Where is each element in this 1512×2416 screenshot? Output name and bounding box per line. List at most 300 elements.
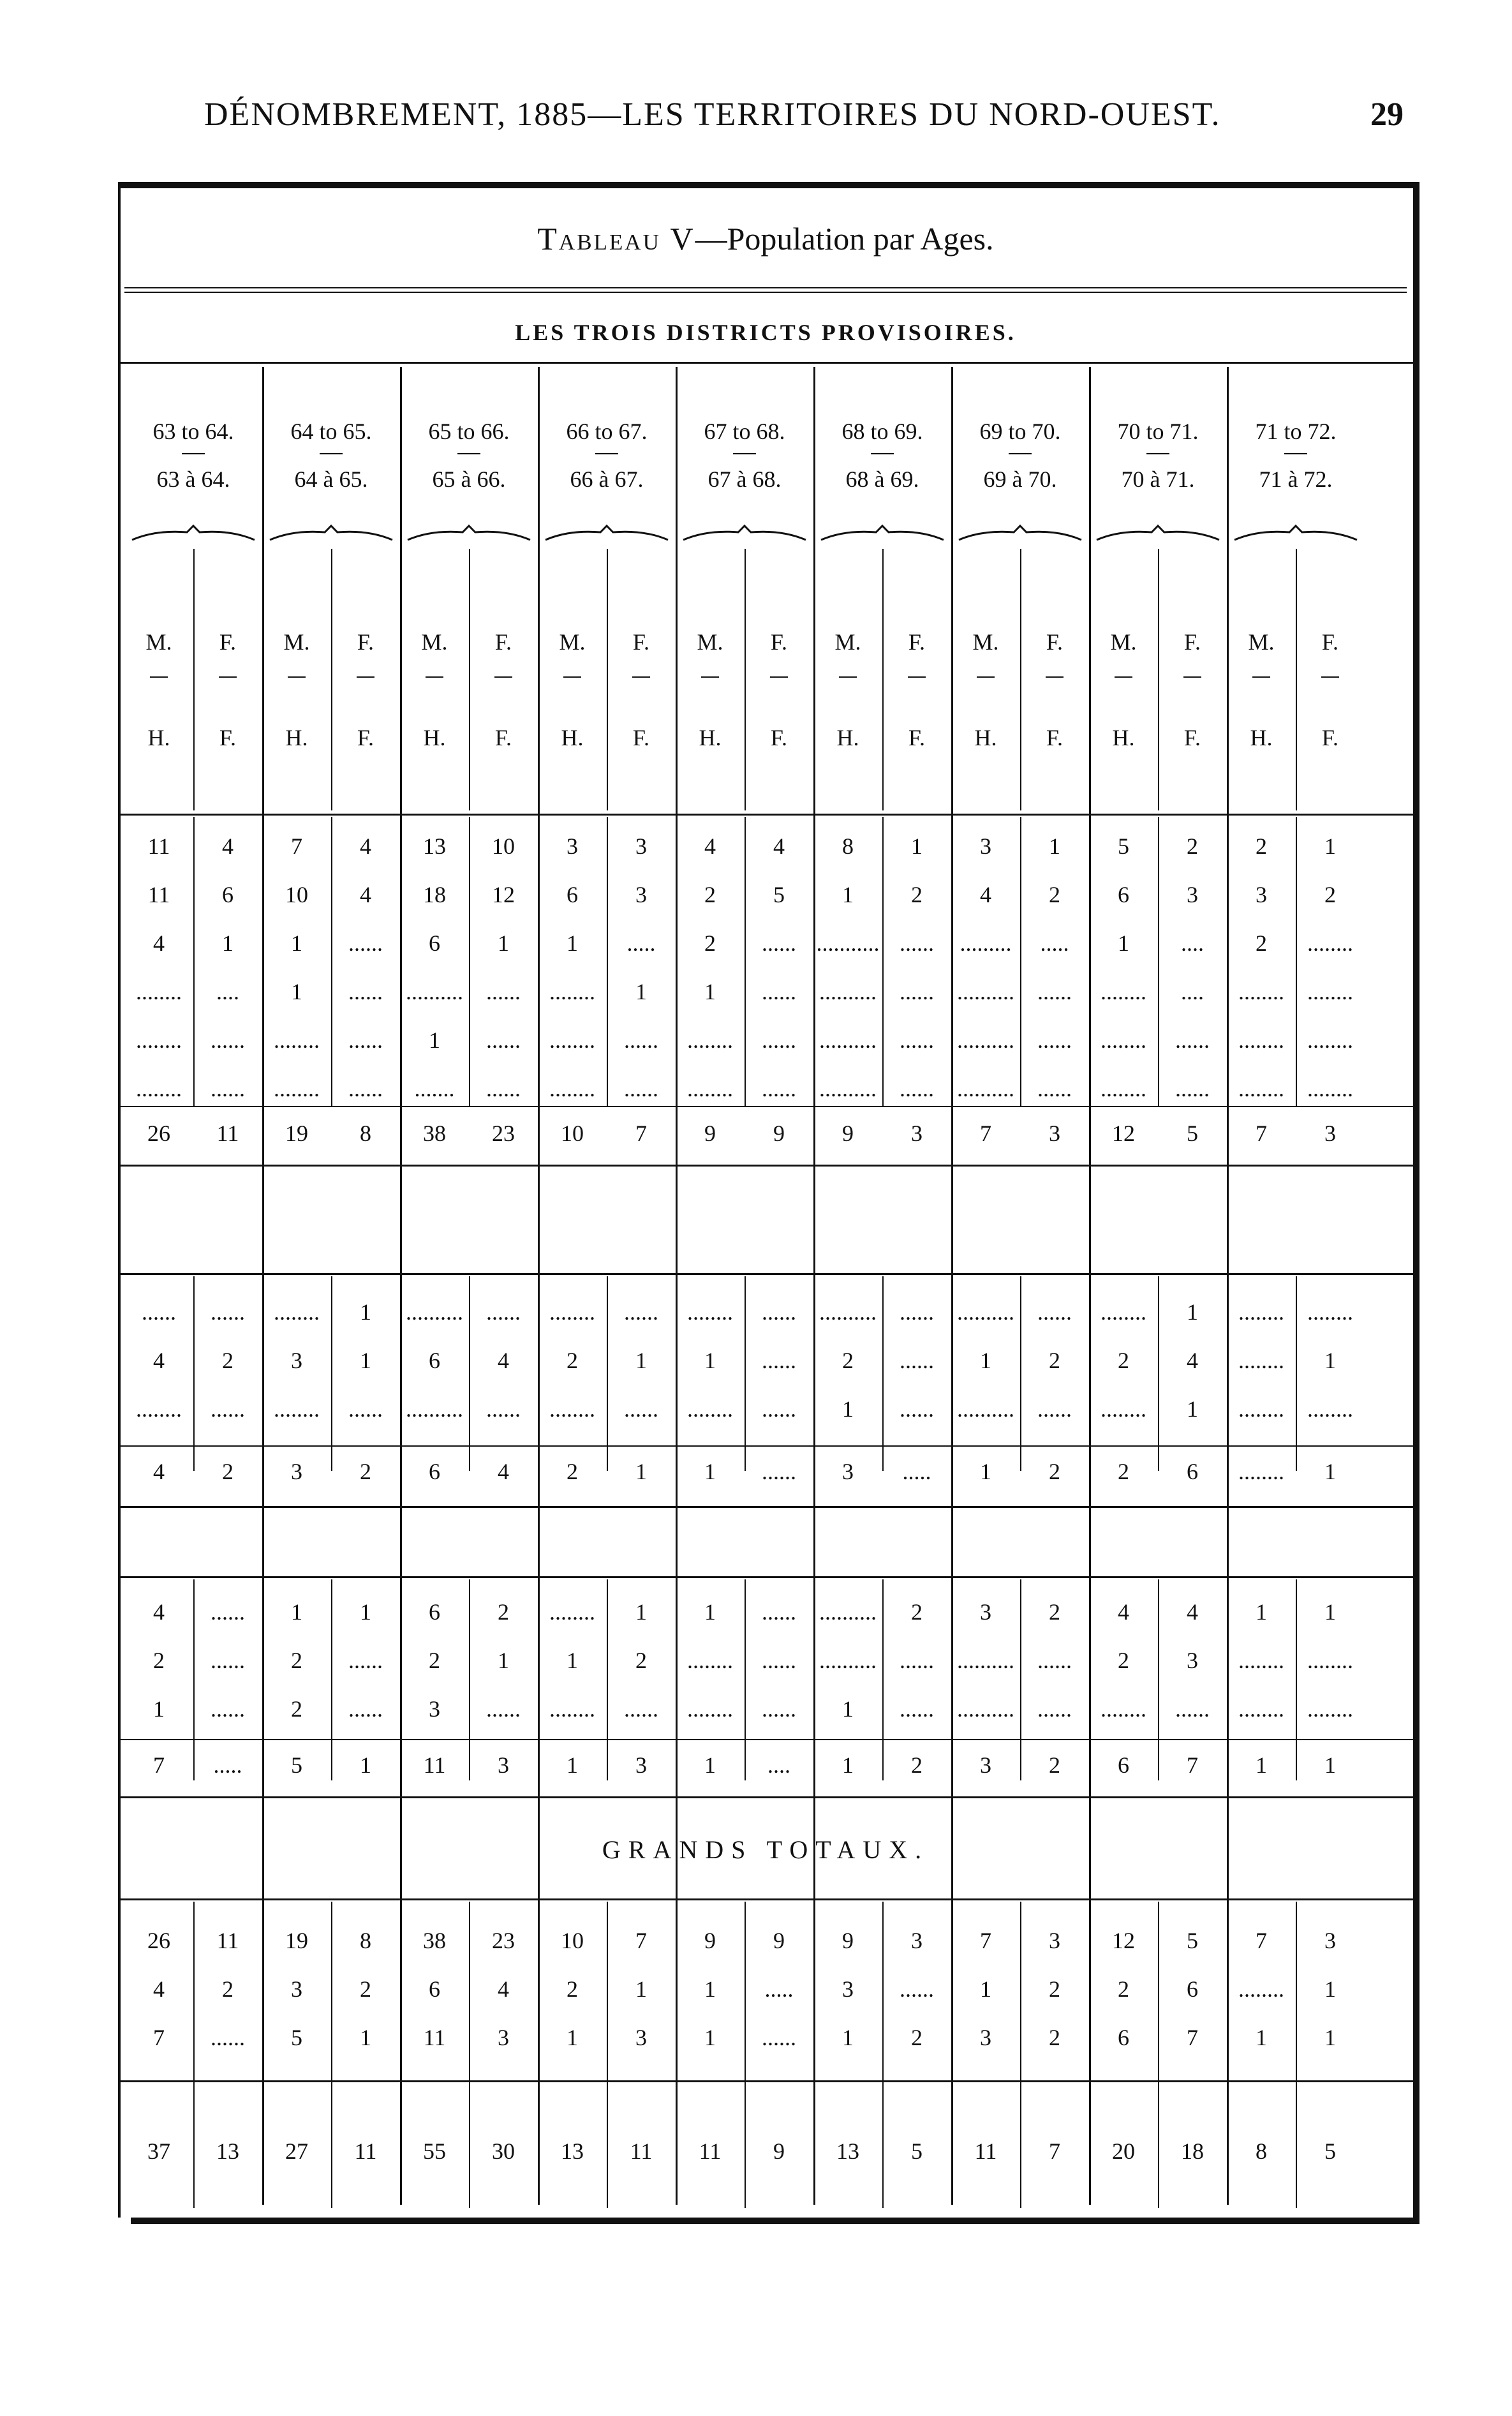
section1-cell: ........ — [549, 1076, 595, 1101]
sex-dash — [1046, 676, 1064, 678]
section1-total-cell: 26 — [147, 1121, 170, 1146]
section3-total-cell: 1 — [842, 1752, 854, 1778]
section1-cell: .......... — [406, 979, 463, 1004]
section3-cell: 2 — [291, 1696, 302, 1722]
left-rule — [118, 182, 121, 2218]
grand-cell: 4 — [498, 1976, 509, 2002]
section2-cell: ...... — [348, 1396, 383, 1422]
grand-cell: 2 — [222, 1976, 233, 2002]
grand-cell: 7 — [635, 1928, 647, 1953]
section3-cell: 2 — [291, 1648, 302, 1673]
grand-cell: 2 — [567, 1976, 578, 2002]
sex-label-en: F. — [632, 629, 650, 655]
section3-cell: 2 — [911, 1599, 923, 1625]
section1-cell: ...... — [1037, 1076, 1072, 1101]
section1-cell: ........ — [1101, 1027, 1146, 1053]
section2-cell: ........ — [549, 1299, 595, 1325]
sex-divider — [1158, 549, 1159, 810]
section1-cell: ........... — [816, 930, 880, 956]
section3-cell: 2 — [1118, 1648, 1129, 1673]
range-dash — [733, 453, 756, 454]
section3-total-cell: 3 — [980, 1752, 991, 1778]
grand-cell: 4 — [153, 1976, 165, 2002]
section1-total-cell: 9 — [704, 1121, 716, 1146]
grand-total-cell: 18 — [1181, 2138, 1204, 2164]
section1-cell: ...... — [348, 930, 383, 956]
column-range-en: 67 to 68. — [704, 419, 785, 444]
grand-cell: 3 — [1324, 1928, 1336, 1953]
range-dash — [1146, 453, 1169, 454]
sex-dash — [701, 676, 719, 678]
grand-total-cell: 8 — [1256, 2138, 1267, 2164]
grand-total-rule — [118, 2080, 1413, 2082]
grand-cell: 6 — [429, 1976, 440, 2002]
section2-cell: ...... — [624, 1299, 658, 1325]
column-range-fr: 63 à 64. — [156, 466, 230, 492]
grand-cell: 1 — [842, 2025, 854, 2050]
section3-total-cell: 2 — [1049, 1752, 1060, 1778]
sex-divider — [193, 817, 195, 1107]
section3-total-rule — [118, 1739, 1413, 1740]
section1-total-cell: 3 — [911, 1121, 923, 1146]
section3-total-cell: ..... — [213, 1752, 242, 1778]
section2-cell: 2 — [1049, 1348, 1060, 1373]
section3-total-cell: .... — [767, 1752, 790, 1778]
section3-total-cell: 5 — [291, 1752, 302, 1778]
section3-total-cell: 7 — [153, 1752, 165, 1778]
section1-cell: ........ — [1101, 1076, 1146, 1101]
sex-label-fr: F. — [219, 725, 237, 750]
sex-label-en: F. — [1183, 629, 1201, 655]
column-range-fr: 64 à 65. — [294, 466, 368, 492]
range-dash — [457, 453, 480, 454]
grand-cell: 11 — [423, 2025, 446, 2050]
sex-label-en: M. — [145, 629, 172, 655]
section2-cell: ...... — [762, 1348, 796, 1373]
sex-divider — [469, 549, 470, 810]
section1-cell: ...... — [762, 979, 796, 1004]
range-dash — [871, 453, 894, 454]
section2-cell: ...... — [900, 1299, 934, 1325]
sex-label-en: M. — [283, 629, 310, 655]
section2-cell: .......... — [406, 1299, 463, 1325]
section3-cell: ...... — [348, 1696, 383, 1722]
section2-cell: ...... — [900, 1348, 934, 1373]
section2-cell: ...... — [211, 1396, 245, 1422]
grand-cell: 7 — [1256, 1928, 1267, 1953]
brace-icon — [682, 523, 807, 542]
sex-label-fr: F. — [1183, 725, 1201, 750]
sex-divider — [193, 549, 195, 810]
section2-cell: 4 — [1187, 1348, 1198, 1373]
sex-divider — [1296, 817, 1297, 1107]
section3-total-cell: 7 — [1187, 1752, 1198, 1778]
section2-total-cell: 1 — [704, 1459, 716, 1484]
section2-end-rule — [118, 1506, 1413, 1508]
section2-cell: .......... — [957, 1299, 1014, 1325]
section1-total-cell: 9 — [773, 1121, 785, 1146]
section3-cell: ...... — [211, 1599, 245, 1625]
range-dash — [1284, 453, 1307, 454]
grand-total-cell: 20 — [1112, 2138, 1135, 2164]
section1-cell: ...... — [900, 930, 934, 956]
section1-cell: ...... — [486, 1027, 521, 1053]
section1-cell: ........ — [1307, 1076, 1353, 1101]
section1-cell: 7 — [291, 833, 302, 859]
sex-label-fr: H. — [1112, 725, 1135, 750]
grand-cell: 8 — [360, 1928, 371, 1953]
sex-dash — [288, 676, 306, 678]
section1-cell: ...... — [211, 1076, 245, 1101]
section2-cell: ........ — [274, 1396, 320, 1422]
section1-cell: 4 — [704, 833, 716, 859]
section1-cell: ...... — [900, 979, 934, 1004]
section3-cell: ...... — [624, 1696, 658, 1722]
sex-label-fr: H. — [561, 725, 584, 750]
section1-cell: 11 — [147, 833, 170, 859]
section1-cell: 18 — [423, 882, 446, 907]
sex-dash — [426, 676, 443, 678]
section3-cell: 3 — [1187, 1648, 1198, 1673]
sex-label-en: F. — [770, 629, 788, 655]
sex-dash — [357, 676, 374, 678]
grand-cell: 1 — [704, 1976, 716, 2002]
sex-dash — [219, 676, 237, 678]
section1-cell: ...... — [1037, 1027, 1072, 1053]
section1-cell: 1 — [704, 979, 716, 1004]
section3-cell: 4 — [153, 1599, 165, 1625]
section2-cell: .......... — [819, 1299, 877, 1325]
section1-cell: ........ — [687, 1027, 733, 1053]
section1-cell: 4 — [980, 882, 991, 907]
section2-cell: 1 — [360, 1299, 371, 1325]
brace-icon — [1095, 523, 1220, 542]
section1-cell: .......... — [957, 1027, 1014, 1053]
section1-cell: ........ — [136, 1076, 182, 1101]
section1-cell: ........ — [1101, 979, 1146, 1004]
section1-total-cell: 19 — [285, 1121, 308, 1146]
sex-divider — [1020, 549, 1021, 810]
section2-cell: ........ — [1307, 1299, 1353, 1325]
data-top-rule — [118, 814, 1413, 816]
section1-cell: ...... — [1175, 1027, 1210, 1053]
section3-cell: ...... — [211, 1648, 245, 1673]
section3-cell: 1 — [704, 1599, 716, 1625]
section3-cell: ...... — [1037, 1696, 1072, 1722]
grand-total-cell: 11 — [699, 2138, 722, 2164]
section3-cell: ...... — [1037, 1648, 1072, 1673]
grand-cell: 1 — [635, 1976, 647, 2002]
section3-cell: 1 — [360, 1599, 371, 1625]
sex-label-en: M. — [559, 629, 586, 655]
section2-total-cell: 4 — [153, 1459, 165, 1484]
grand-cell: 3 — [911, 1928, 923, 1953]
section2-cell: .......... — [406, 1396, 463, 1422]
section2-cell: ........ — [549, 1396, 595, 1422]
grand-cell: 1 — [567, 2025, 578, 2050]
column-range-en: 69 to 70. — [979, 419, 1061, 444]
section2-total-cell: 2 — [360, 1459, 371, 1484]
sex-dash — [977, 676, 995, 678]
section1-total-cell: 3 — [1324, 1121, 1336, 1146]
right-rule — [1413, 182, 1419, 2224]
section1-total-cell: 23 — [492, 1121, 515, 1146]
section2-total-cell: 2 — [1118, 1459, 1129, 1484]
section1-cell: .......... — [957, 1076, 1014, 1101]
grand-cell: 2 — [911, 2025, 923, 2050]
section2-cell: 3 — [291, 1348, 302, 1373]
section3-cell: ...... — [1175, 1696, 1210, 1722]
section3-total-cell: 1 — [1256, 1752, 1267, 1778]
grand-cell: 1 — [1324, 2025, 1336, 2050]
section3-cell: 1 — [842, 1696, 854, 1722]
sex-label-en: M. — [1110, 629, 1137, 655]
column-range-en: 64 to 65. — [290, 419, 372, 444]
section1-cell: 12 — [492, 882, 515, 907]
section1-cell: 5 — [1118, 833, 1129, 859]
grand-total-cell: 11 — [974, 2138, 997, 2164]
section1-cell: ........ — [136, 979, 182, 1004]
column-range-en: 68 to 69. — [841, 419, 923, 444]
section1-total-cell: 7 — [980, 1121, 991, 1146]
section2-cell: ........ — [1101, 1396, 1146, 1422]
section2-total-cell: 6 — [1187, 1459, 1198, 1484]
section3-cell: 4 — [1118, 1599, 1129, 1625]
section1-cell: 11 — [147, 882, 170, 907]
grand-cell: 3 — [291, 1976, 302, 2002]
sex-divider — [1020, 817, 1021, 1107]
section2-cell: 2 — [1118, 1348, 1129, 1373]
section2-cell: ........ — [1238, 1299, 1284, 1325]
section3-cell: ...... — [900, 1648, 934, 1673]
section3-cell: .......... — [957, 1648, 1014, 1673]
section2-total-cell: 3 — [842, 1459, 854, 1484]
section1-cell: ......... — [960, 930, 1012, 956]
section2-cell: ........ — [274, 1299, 320, 1325]
sex-dash — [770, 676, 788, 678]
grand-total-cell: 55 — [423, 2138, 446, 2164]
brace-icon — [406, 523, 531, 542]
grand-cell: 2 — [1118, 1976, 1129, 2002]
section1-cell: 1 — [498, 930, 509, 956]
sex-label-fr: F. — [1046, 725, 1064, 750]
section1-cell: ........ — [1238, 1027, 1284, 1053]
grand-total-cell: 11 — [630, 2138, 653, 2164]
grand-cell: 5 — [291, 2025, 302, 2050]
section2-total-cell: 1 — [635, 1459, 647, 1484]
sex-label-en: F. — [219, 629, 237, 655]
table-title — [118, 220, 1413, 257]
section1-cell: ...... — [1175, 1076, 1210, 1101]
section1-cell: ...... — [348, 1027, 383, 1053]
section1-cell: 1 — [291, 930, 302, 956]
section1-total-cell: 10 — [561, 1121, 584, 1146]
section1-cell: 1 — [567, 930, 578, 956]
column-range-fr: 67 à 68. — [708, 466, 782, 492]
section2-cell: 1 — [1187, 1299, 1198, 1325]
section3-cell: 1 — [1256, 1599, 1267, 1625]
grand-cell: 3 — [498, 2025, 509, 2050]
grand-cell: 23 — [492, 1928, 515, 1953]
section1-cell: 3 — [980, 833, 991, 859]
section1-cell: ........ — [1307, 1027, 1353, 1053]
section1-cell: .... — [216, 979, 239, 1004]
sex-divider — [331, 549, 332, 810]
grand-cell: 6 — [1187, 1976, 1198, 2002]
sex-label-fr: H. — [699, 725, 722, 750]
grand-cell: 9 — [773, 1928, 785, 1953]
section1-cell: .......... — [819, 979, 877, 1004]
grand-cell: 1 — [704, 2025, 716, 2050]
section1-cell: ...... — [762, 1076, 796, 1101]
section1-cell: ...... — [348, 1076, 383, 1101]
section3-cell: 1 — [1324, 1599, 1336, 1625]
section2-cell: 1 — [704, 1348, 716, 1373]
section2-cell: 2 — [842, 1348, 854, 1373]
section2-total-cell: 2 — [1049, 1459, 1060, 1484]
sex-label-fr: F. — [908, 725, 926, 750]
section1-cell: 4 — [222, 833, 233, 859]
sex-divider — [607, 817, 608, 1107]
section3-cell: ...... — [211, 1696, 245, 1722]
brace-icon — [544, 523, 669, 542]
grand-cell: 7 — [1187, 2025, 1198, 2050]
section3-total-cell: 1 — [360, 1752, 371, 1778]
section1-cell: 13 — [423, 833, 446, 859]
section3-cell: ........ — [549, 1696, 595, 1722]
grand-top-rule — [118, 1898, 1413, 1900]
section2-cell: ........ — [1307, 1396, 1353, 1422]
section1-cell: ........ — [549, 979, 595, 1004]
table-title-rest: —Population par Ages. — [695, 221, 994, 257]
section2-total-cell: 1 — [1324, 1459, 1336, 1484]
sex-dash — [1115, 676, 1132, 678]
section3-total-cell: 1 — [1324, 1752, 1336, 1778]
section1-cell: ...... — [211, 1027, 245, 1053]
section1-cell: ...... — [900, 1027, 934, 1053]
section1-cell: ........ — [274, 1027, 320, 1053]
sex-divider — [882, 549, 884, 810]
section3-total-cell: 11 — [423, 1752, 446, 1778]
sex-divider — [469, 817, 470, 1107]
section1-end-rule — [118, 1165, 1413, 1167]
section2-cell: ...... — [762, 1299, 796, 1325]
section1-cell: .... — [1181, 930, 1204, 956]
grand-cell: 9 — [704, 1928, 716, 1953]
section1-cell: 2 — [704, 930, 716, 956]
range-dash — [595, 453, 618, 454]
section1-cell: 2 — [911, 882, 923, 907]
grand-cell: 9 — [842, 1928, 854, 1953]
grand-cell: ...... — [211, 2025, 245, 2050]
sex-dash — [563, 676, 581, 678]
sex-divider — [882, 817, 884, 1107]
grand-total-cell: 37 — [147, 2138, 170, 2164]
section3-cell: 4 — [1187, 1599, 1198, 1625]
column-range-en: 63 to 64. — [152, 419, 234, 444]
section1-cell: ..... — [626, 930, 656, 956]
section1-total-cell: 8 — [360, 1121, 371, 1146]
column-range-fr: 70 à 71. — [1121, 466, 1195, 492]
section2-cell: ...... — [142, 1299, 176, 1325]
section1-cell: 2 — [1187, 833, 1198, 859]
sex-dash — [150, 676, 168, 678]
section1-cell: 10 — [492, 833, 515, 859]
range-dash — [320, 453, 343, 454]
section1-total-cell: 7 — [635, 1121, 647, 1146]
section1-cell: 2 — [1256, 930, 1267, 956]
section3-cell: ...... — [762, 1648, 796, 1673]
section2-cell: ........ — [687, 1396, 733, 1422]
grand-cell: ...... — [900, 1976, 934, 2002]
sex-dash — [1321, 676, 1339, 678]
grand-cell: 3 — [980, 2025, 991, 2050]
section1-cell: .......... — [819, 1076, 877, 1101]
section3-cell: 3 — [980, 1599, 991, 1625]
section3-cell: 1 — [498, 1648, 509, 1673]
section1-cell: 1 — [1049, 833, 1060, 859]
table-subtitle: LES TROIS DISTRICTS PROVISOIRES. — [515, 320, 1016, 345]
sex-divider — [331, 817, 332, 1107]
column-range-en: 65 to 66. — [428, 419, 510, 444]
section2-cell: ...... — [1037, 1299, 1072, 1325]
sex-divider — [607, 549, 608, 810]
section1-cell: 1 — [1324, 833, 1336, 859]
section3-top-rule — [118, 1576, 1413, 1578]
sex-label-en: M. — [834, 629, 861, 655]
sex-label-en: F. — [908, 629, 926, 655]
section1-total-cell: 9 — [842, 1121, 854, 1146]
section1-cell: 6 — [429, 930, 440, 956]
grand-cell: ...... — [762, 2025, 796, 2050]
section2-total-cell: 4 — [498, 1459, 509, 1484]
section3-cell: 2 — [429, 1648, 440, 1673]
sex-dash — [839, 676, 857, 678]
section2-total-cell: 6 — [429, 1459, 440, 1484]
running-title: DÉNOMBREMENT, 1885—LES TERRITOIRES DU NORD-OUEST. — [204, 96, 1221, 133]
section1-cell: 1 — [842, 882, 854, 907]
running-header — [0, 96, 1512, 147]
grand-cell: 3 — [635, 2025, 647, 2050]
brace-icon — [958, 523, 1083, 542]
section2-cell: 2 — [222, 1348, 233, 1373]
section1-cell: 1 — [911, 833, 923, 859]
section3-cell: 1 — [567, 1648, 578, 1673]
section3-cell: 2 — [153, 1648, 165, 1673]
section2-cell: 1 — [360, 1348, 371, 1373]
range-dash — [182, 453, 205, 454]
section1-cell: ........ — [136, 1027, 182, 1053]
section1-cell: 5 — [773, 882, 785, 907]
section2-cell: 1 — [635, 1348, 647, 1373]
grand-totals-label: GRANDS TOTAUX. — [602, 1835, 930, 1864]
section1-cell: 10 — [285, 882, 308, 907]
section1-total-cell: 12 — [1112, 1121, 1135, 1146]
section1-cell: 6 — [1118, 882, 1129, 907]
section1-total-cell: 5 — [1187, 1121, 1198, 1146]
section2-cell: ...... — [900, 1396, 934, 1422]
section2-cell: 1 — [980, 1348, 991, 1373]
section1-cell: 3 — [1187, 882, 1198, 907]
section2-cell: 1 — [1187, 1396, 1198, 1422]
section3-cell: 6 — [429, 1599, 440, 1625]
section3-cell: 2 — [498, 1599, 509, 1625]
section3-total-cell: 3 — [635, 1752, 647, 1778]
column-range-fr: 68 à 69. — [845, 466, 919, 492]
grand-cell: 1 — [980, 1976, 991, 2002]
section2-total-rule — [118, 1445, 1413, 1447]
section3-end-rule — [118, 1796, 1413, 1798]
